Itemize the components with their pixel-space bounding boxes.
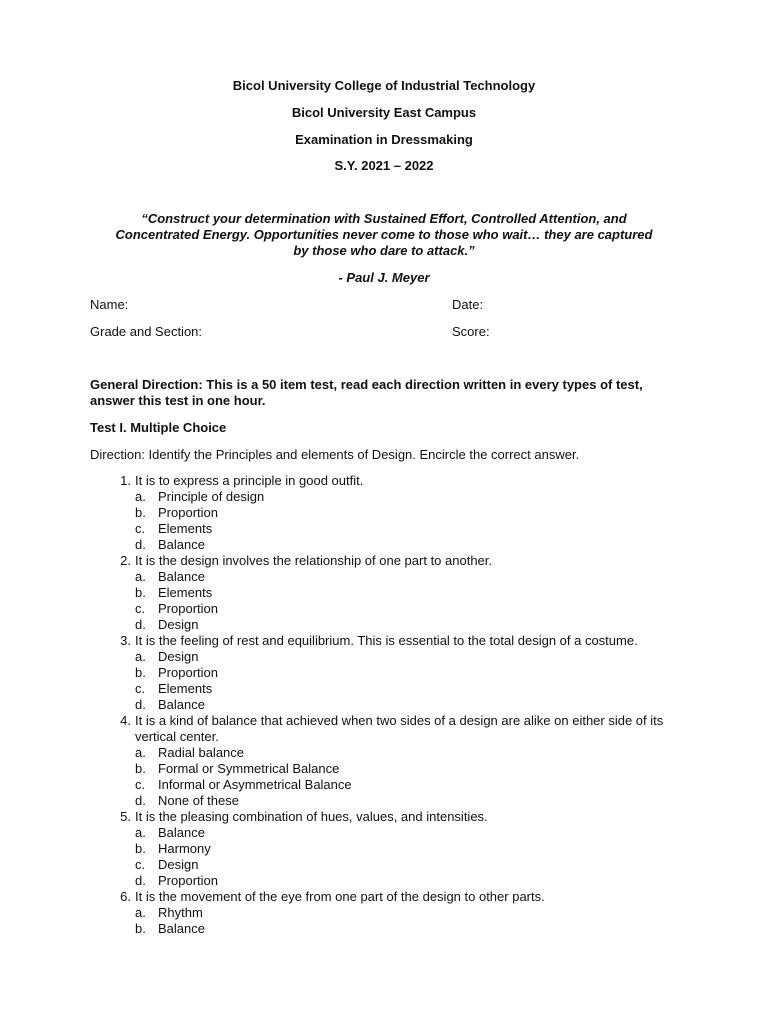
quote-line-2: Concentrated Energy. Opportunities never come to those who wait… they are captured: [115, 227, 653, 242]
question-text: It is the movement of the eye from one part of the design to other parts.: [135, 889, 545, 904]
choice-text: Elements: [158, 585, 213, 600]
choice-letter: d.: [135, 873, 146, 888]
choice-letter: a.: [135, 825, 146, 840]
answer-choice[interactable]: [135, 841, 690, 857]
question-item: [90, 553, 690, 633]
quote-line-3: by those who dare to attack.”: [293, 243, 475, 258]
answer-choice[interactable]: [135, 505, 690, 521]
answer-choice[interactable]: [135, 537, 690, 553]
question-item: [90, 809, 690, 889]
question-item: [90, 713, 690, 809]
question-item: [90, 889, 690, 937]
choice-text: Design: [158, 649, 199, 664]
choice-letter: b.: [135, 665, 146, 680]
institution-title: Bicol University College of Industrial Technology: [232, 78, 536, 93]
choice-text: Balance: [158, 537, 205, 552]
choice-text: Design: [158, 617, 199, 632]
question-list: [90, 473, 690, 937]
answer-choice[interactable]: [135, 665, 690, 681]
choice-list: [135, 569, 690, 633]
choice-text: Informal or Asymmetrical Balance: [158, 777, 352, 792]
name-field-label: Name:: [90, 297, 129, 312]
answer-choice[interactable]: [135, 585, 690, 601]
choice-text: Elements: [158, 681, 213, 696]
answer-choice[interactable]: [135, 697, 690, 713]
choice-text: Principle of design: [158, 489, 265, 504]
answer-choice[interactable]: [135, 793, 690, 809]
answer-choice[interactable]: [135, 761, 690, 777]
question-number: 4.: [120, 713, 131, 728]
choice-list: [135, 905, 690, 937]
choice-text: Harmony: [158, 841, 211, 856]
date-field-label: Date:: [452, 297, 484, 312]
answer-choice[interactable]: [135, 777, 690, 793]
choice-letter: b.: [135, 585, 146, 600]
choice-letter: d.: [135, 537, 146, 552]
answer-choice[interactable]: [135, 521, 690, 537]
choice-list: [135, 745, 690, 809]
grade-section-field-label: Grade and Section:: [90, 324, 203, 339]
choice-letter: a.: [135, 649, 146, 664]
choice-letter: b.: [135, 761, 146, 776]
question-number: 2.: [120, 553, 131, 568]
choice-letter: b.: [135, 841, 146, 856]
choice-letter: c.: [135, 857, 146, 872]
test-title: Test I. Multiple Choice: [90, 420, 227, 435]
choice-text: Proportion: [158, 873, 218, 888]
choice-text: Balance: [158, 921, 205, 936]
choice-text: Balance: [158, 569, 205, 584]
question-text: It is to express a principle in good outfit.: [135, 473, 364, 488]
choice-letter: a.: [135, 489, 146, 504]
choice-letter: d.: [135, 617, 146, 632]
choice-text: Balance: [158, 697, 205, 712]
general-direction-line-2: answer this test in one hour.: [90, 393, 266, 408]
question-item: [90, 473, 690, 553]
question-number: 3.: [120, 633, 131, 648]
answer-choice[interactable]: [135, 921, 690, 937]
question-text: It is a kind of balance that achieved when two sides of a design are alike on either side of its vertical center.: [135, 713, 664, 744]
choice-letter: a.: [135, 905, 146, 920]
choice-text: None of these: [158, 793, 239, 808]
answer-choice[interactable]: [135, 857, 690, 873]
school-year: S.Y. 2021 – 2022: [334, 158, 434, 173]
choice-text: Rhythm: [158, 905, 203, 920]
question-number: 5.: [120, 809, 131, 824]
choice-text: Formal or Symmetrical Balance: [158, 761, 340, 776]
answer-choice[interactable]: [135, 681, 690, 697]
choice-letter: b.: [135, 921, 146, 936]
answer-choice[interactable]: [135, 569, 690, 585]
choice-letter: a.: [135, 745, 146, 760]
choice-list: [135, 649, 690, 713]
question-item: [90, 633, 690, 713]
answer-choice[interactable]: [135, 825, 690, 841]
answer-choice[interactable]: [135, 649, 690, 665]
exam-title: Examination in Dressmaking: [295, 132, 473, 147]
choice-list: [135, 489, 690, 553]
answer-choice[interactable]: [135, 601, 690, 617]
quote-line-1: “Construct your determination with Sustained Effort, Controlled Attention, and: [141, 211, 627, 226]
answer-choice[interactable]: [135, 873, 690, 889]
choice-letter: c.: [135, 681, 146, 696]
choice-text: Proportion: [158, 505, 218, 520]
answer-choice[interactable]: [135, 489, 690, 505]
choice-text: Elements: [158, 521, 213, 536]
choice-text: Proportion: [158, 601, 218, 616]
campus-title: Bicol University East Campus: [291, 105, 477, 120]
answer-choice[interactable]: [135, 745, 690, 761]
choice-letter: d.: [135, 793, 146, 808]
question-text: It is the feeling of rest and equilibrium. This is essential to the total design of a costume.: [135, 633, 638, 648]
quote-author: - Paul J. Meyer: [338, 270, 430, 285]
test-direction: Direction: Identify the Principles and elements of Design. Encircle the correct answer.: [90, 447, 580, 462]
choice-text: Balance: [158, 825, 205, 840]
choice-letter: c.: [135, 777, 146, 792]
answer-choice[interactable]: [135, 617, 690, 633]
score-field-label: Score:: [452, 324, 490, 339]
choice-letter: b.: [135, 505, 146, 520]
answer-choice[interactable]: [135, 905, 690, 921]
general-direction-line-1: General Direction: This is a 50 item test, read each direction written in every types of test,: [90, 377, 643, 392]
choice-letter: c.: [135, 521, 146, 536]
choice-letter: d.: [135, 697, 146, 712]
choice-letter: a.: [135, 569, 146, 584]
choice-letter: c.: [135, 601, 146, 616]
choice-text: Proportion: [158, 665, 218, 680]
question-text: It is the design involves the relationship of one part to another.: [135, 553, 493, 568]
question-text: It is the pleasing combination of hues, values, and intensities.: [135, 809, 488, 824]
choice-text: Design: [158, 857, 199, 872]
choice-text: Radial balance: [158, 745, 245, 760]
choice-list: [135, 825, 690, 889]
question-number: 6.: [120, 889, 131, 904]
question-number: 1.: [120, 473, 131, 488]
